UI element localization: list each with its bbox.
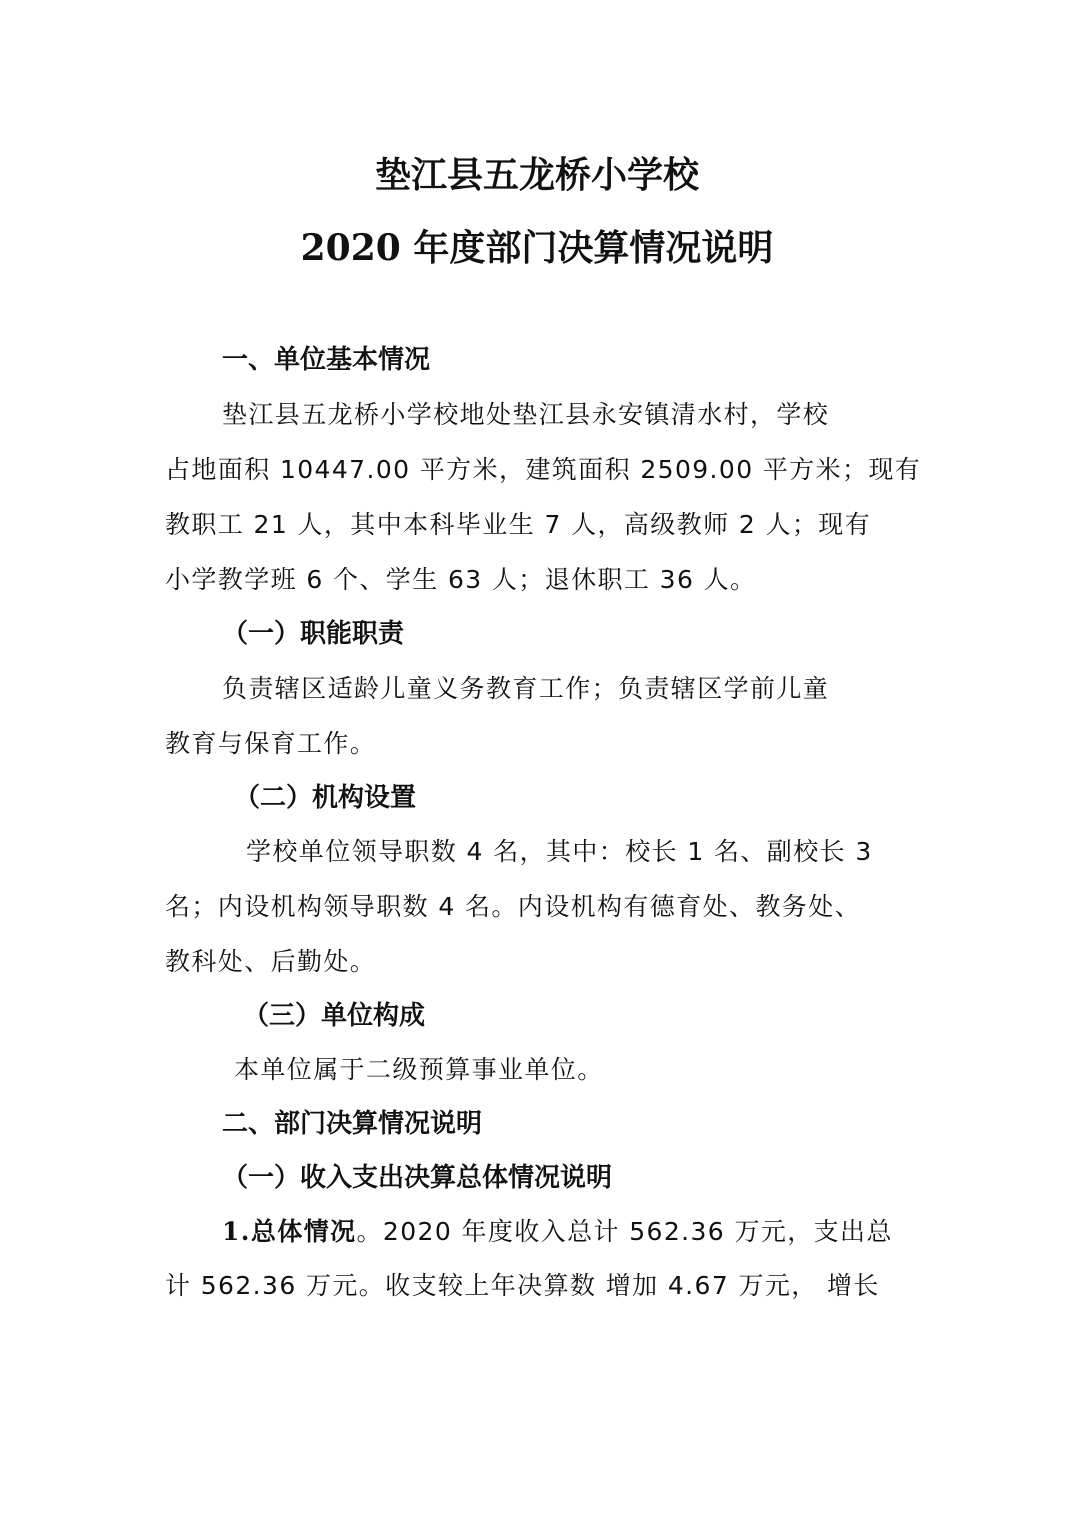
- overall-line2: 计 562.36 万元。收支较上年决算数 增加 4.67 万元， 增长: [165, 1271, 880, 1300]
- sub2-heading: （二）机构设置: [234, 783, 417, 813]
- document-title-line2: 2020 年度部门决算情况说明: [300, 227, 774, 269]
- section1-intro-line3: 教职工 21 人，其中本科毕业生 7 人，高级教师 2 人；现有: [165, 510, 872, 539]
- section1-intro-line1: 垫江县五龙桥小学校地处垫江县永安镇清水村，学校: [222, 400, 830, 429]
- overall-lead: 1.总体情况: [222, 1217, 357, 1246]
- section1-intro-line4: 小学教学班 6 个、学生 63 人；退休职工 36 人。: [165, 565, 757, 594]
- sub2-line2: 名；内设机构领导职数 4 名。内设机构有德育处、教务处、: [165, 892, 862, 921]
- section1-heading: 一、单位基本情况: [222, 345, 431, 375]
- document-title-line1: 垫江县五龙桥小学校: [374, 154, 699, 196]
- section2-sub1-heading: （一）收入支出决算总体情况说明: [222, 1163, 613, 1193]
- overall-line1-rest: 。2020 年度收入总计 562.36 万元，支出总: [356, 1217, 893, 1246]
- sub1-line1: 负责辖区适龄儿童义务教育工作；负责辖区学前儿童: [222, 674, 830, 703]
- sub3-line1: 本单位属于二级预算事业单位。: [234, 1055, 604, 1084]
- section2-heading: 二、部门决算情况说明: [222, 1109, 483, 1139]
- overall-line1: [222, 1214, 893, 1250]
- sub2-line3: 教科处、后勤处。: [165, 947, 377, 976]
- section1-intro-line2: 占地面积 10447.00 平方米，建筑面积 2509.00 平方米；现有: [165, 455, 922, 484]
- sub1-line2: 教育与保育工作。: [165, 729, 377, 758]
- sub3-heading: （三）单位构成: [243, 1001, 426, 1031]
- sub2-line1: 学校单位领导职数 4 名，其中：校长 1 名、副校长 3: [246, 837, 873, 866]
- sub1-heading: （一）职能职责: [222, 619, 405, 649]
